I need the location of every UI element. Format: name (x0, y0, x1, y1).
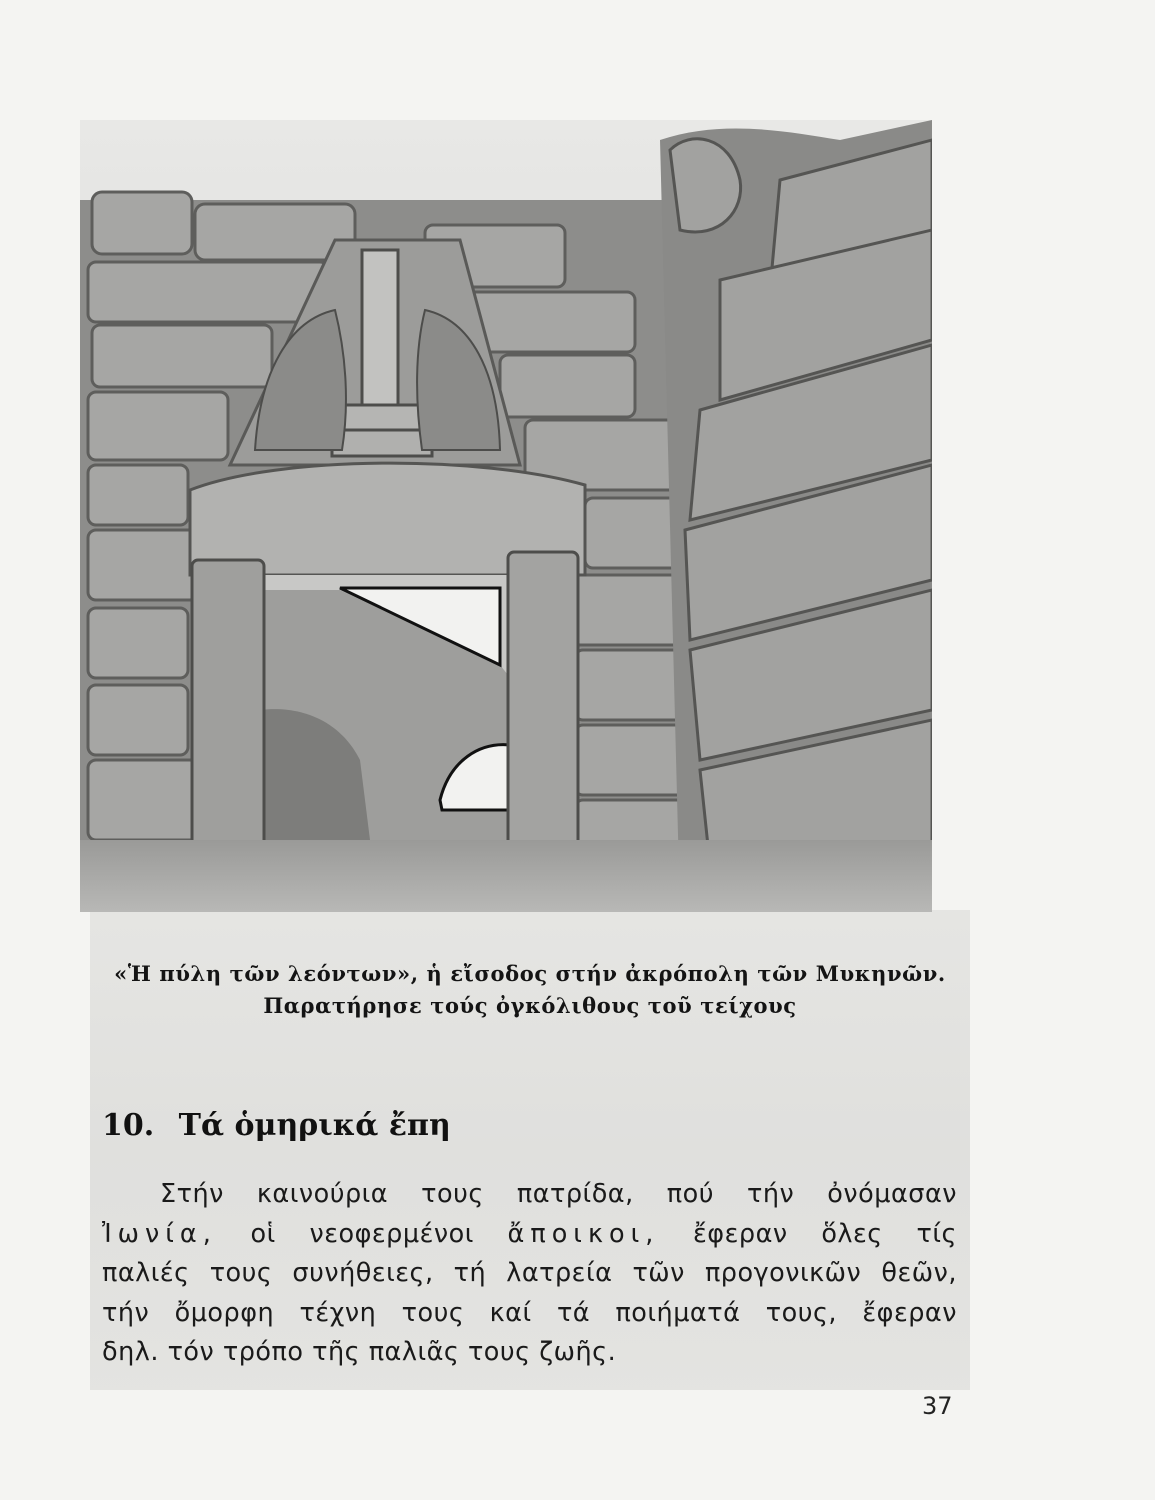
word: τή (453, 1258, 487, 1288)
word: Στήν (160, 1179, 224, 1209)
caption-line-2: Παρατήρησε τούς ὀγκόλιθους τοῦ τείχους (263, 993, 797, 1018)
word: πατρίδα, (516, 1179, 634, 1209)
word: τῶν (632, 1258, 685, 1288)
word: ἄποικοι, (507, 1218, 660, 1249)
caption-line-1: «Ἡ πύλη τῶν λεόντων», ἡ εἴσοδος στήν ἀκρόπολη τῶν Μυκηνῶν. (114, 961, 946, 986)
word: τρόπο (222, 1337, 304, 1367)
page-number: 37 (922, 1392, 953, 1420)
section-heading (102, 1108, 451, 1143)
lion-gate-photo (80, 120, 932, 912)
word: ὅλες (821, 1218, 883, 1249)
word: ὀνόμασαν (827, 1179, 957, 1209)
paragraph-line-2 (102, 1215, 957, 1255)
word: τῆς (312, 1337, 361, 1367)
word: τήν (747, 1179, 795, 1209)
word: τους, (765, 1297, 838, 1328)
word: τήν (102, 1297, 150, 1328)
paragraph-line-5 (102, 1333, 957, 1373)
word: παλιές (102, 1258, 190, 1288)
word: καί (489, 1297, 532, 1328)
word: τους (421, 1179, 484, 1209)
word: Ἰωνία, (102, 1218, 217, 1249)
word: τίς (916, 1218, 957, 1249)
word: τους (467, 1337, 531, 1367)
word: δηλ. (102, 1337, 159, 1367)
word: ἔφεραν (862, 1297, 957, 1328)
word: οἱ (250, 1218, 276, 1249)
word: πού (666, 1179, 714, 1209)
word: λατρεία (506, 1258, 613, 1288)
word: ὄμορφη (174, 1297, 275, 1328)
paragraph-line-4 (102, 1294, 957, 1334)
word: νεοφερμένοι (309, 1218, 474, 1249)
word: ζωῆς. (539, 1337, 617, 1367)
paragraph-line-1 (102, 1175, 957, 1215)
photo-caption (110, 958, 950, 1022)
paragraph-line-3 (102, 1254, 957, 1294)
body-paragraph (102, 1175, 957, 1373)
word: παλιᾶς (368, 1337, 460, 1367)
section-title: Τά ὁμηρικά ἔπη (178, 1108, 451, 1143)
word: καινούρια (256, 1179, 389, 1209)
word: συνήθειες, (292, 1258, 434, 1288)
word: τους (401, 1297, 465, 1328)
word: τέχνη (299, 1297, 377, 1328)
word: προγονικῶν (704, 1258, 862, 1288)
word: τά (556, 1297, 591, 1328)
word: τόν (167, 1337, 215, 1367)
section-number: 10. (102, 1108, 155, 1143)
word: τους (209, 1258, 273, 1288)
word: θεῶν, (881, 1258, 957, 1288)
word: ἔφεραν (693, 1218, 788, 1249)
word: ποιήματά (615, 1297, 741, 1328)
